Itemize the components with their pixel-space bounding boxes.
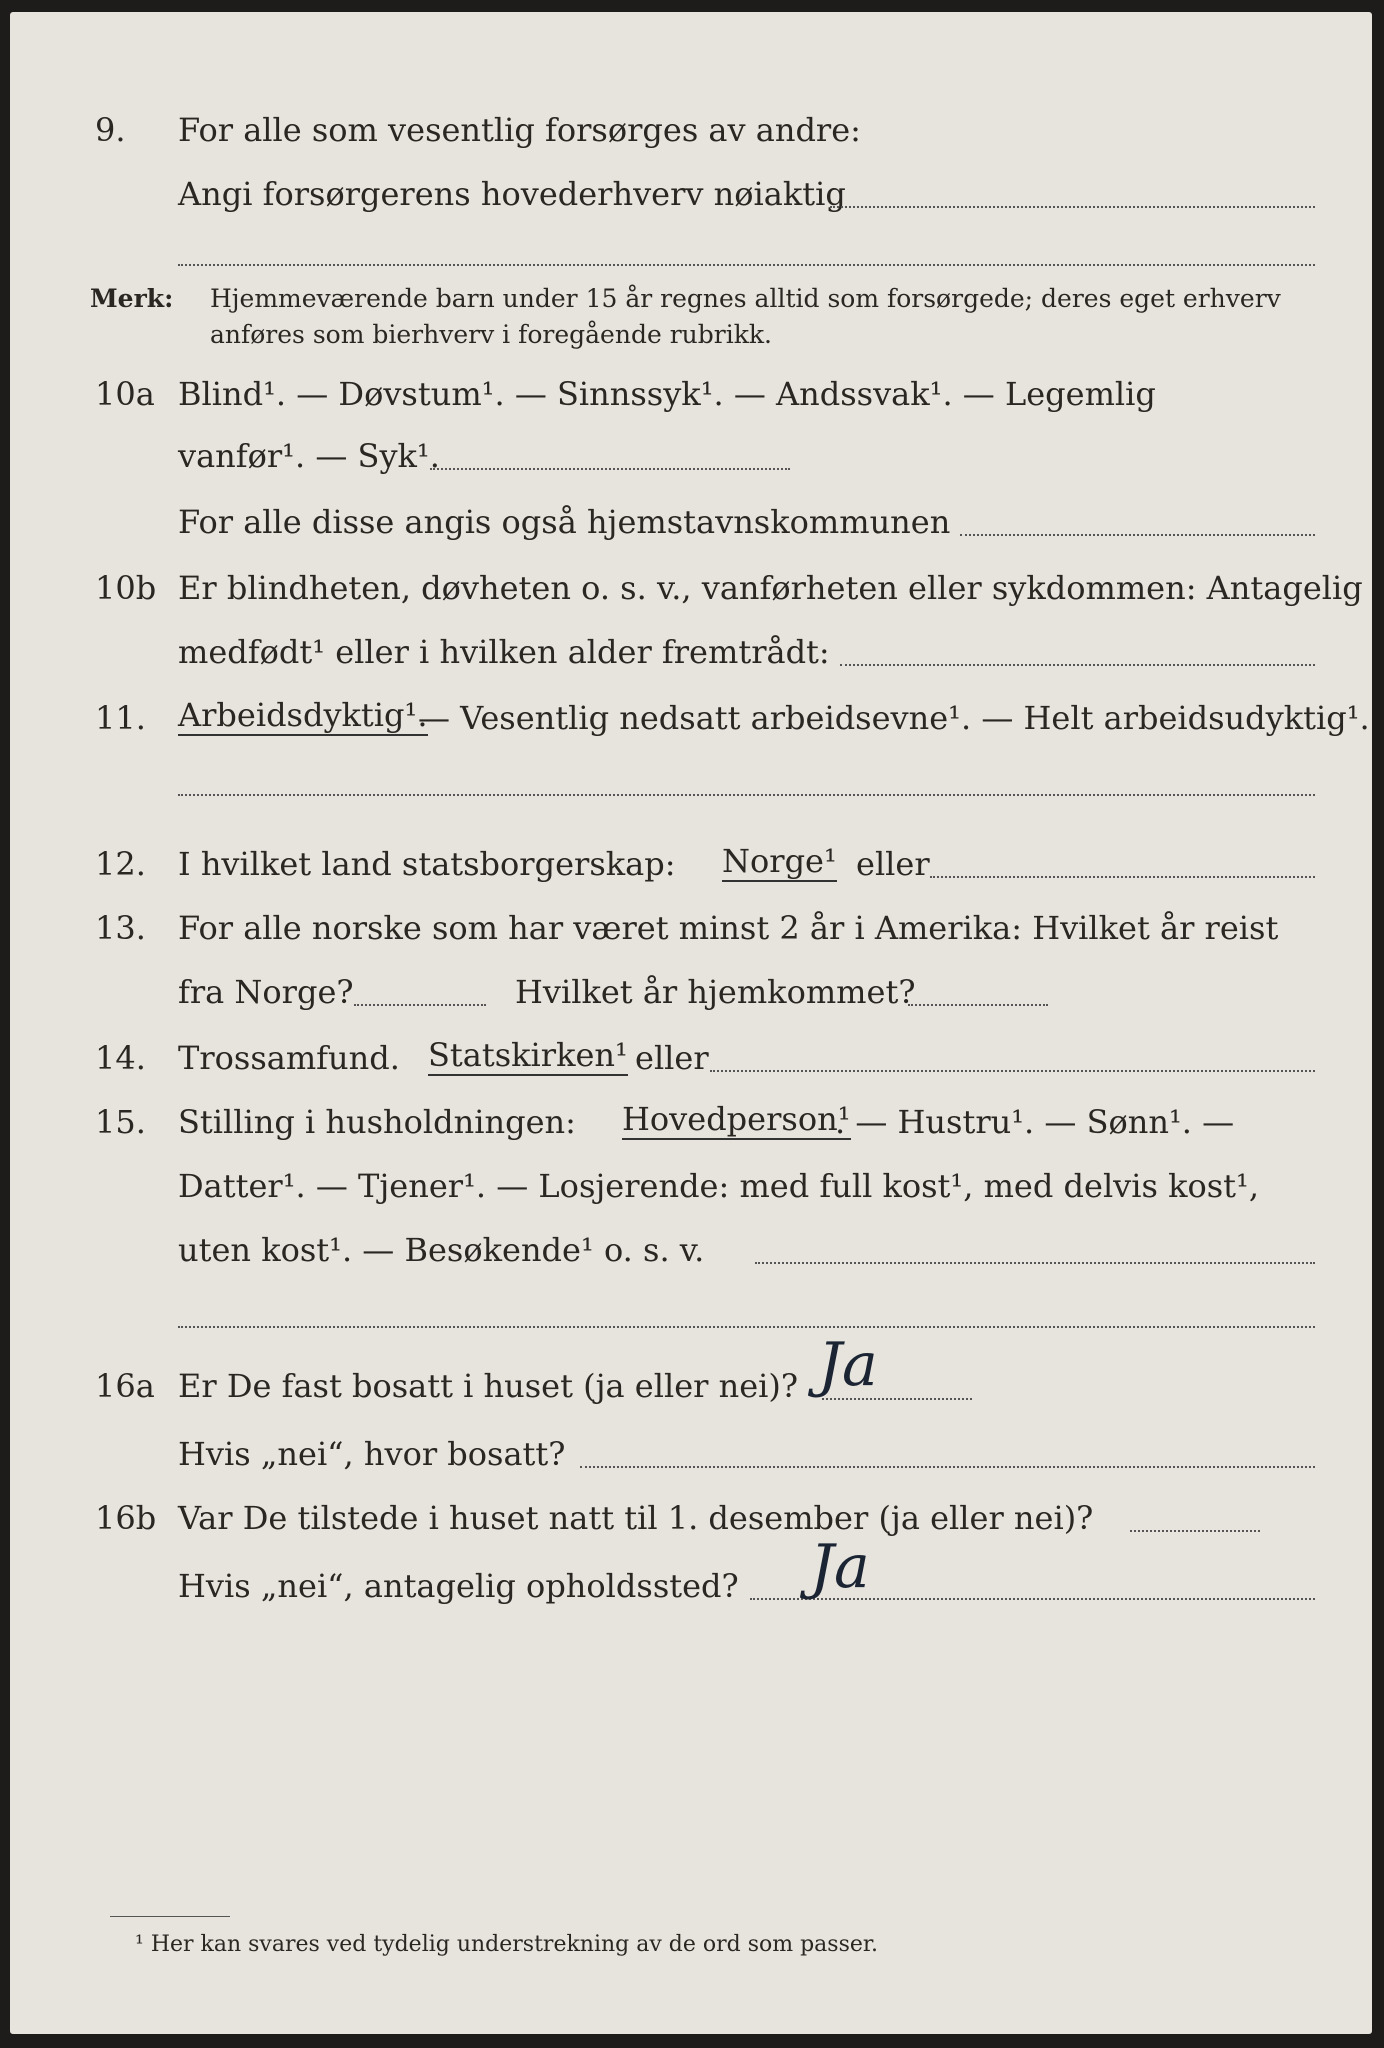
q13-row-2 bbox=[10, 970, 1372, 1014]
q12-option-norge[interactable]: Norge¹ bbox=[722, 842, 837, 880]
q10a-text-2: vanfør¹. — Syk¹. bbox=[178, 437, 440, 475]
note-label: Merk: bbox=[90, 284, 174, 313]
note-text-1: Hjemmeværende barn under 15 år regnes alltid som forsørgede; deres eget erhverv bbox=[210, 284, 1281, 313]
q16b-text: Var De tilstede i huset natt til 1. desember (ja eller nei)? bbox=[178, 1499, 1094, 1537]
q16a-text-2: Hvis „nei“, hvor bosatt? bbox=[178, 1435, 566, 1473]
census-form-page bbox=[10, 12, 1372, 2034]
q10a-answer-line[interactable] bbox=[430, 468, 790, 470]
q13-emigrated-year-line[interactable] bbox=[354, 1004, 486, 1006]
q16a-text: Er De fast bosatt i huset (ja eller nei)? bbox=[178, 1367, 799, 1405]
q16b-row bbox=[10, 1496, 1372, 1540]
q10b-number: 10b bbox=[95, 569, 157, 607]
q16a-handwritten-answer: Ja bbox=[818, 1330, 878, 1400]
q9-text: For alle som vesentlig forsørges av andre: bbox=[178, 111, 861, 149]
q15-answer-line-2[interactable] bbox=[178, 1326, 1315, 1328]
q14-option-statskirken[interactable]: Statskirken¹ bbox=[428, 1036, 628, 1074]
q16b-text-2: Hvis „nei“, antagelig opholdssted? bbox=[178, 1567, 739, 1605]
q15-row-2 bbox=[10, 1164, 1372, 1208]
q13-row bbox=[10, 906, 1372, 950]
q14-row bbox=[10, 1036, 1372, 1080]
q10a-row-2 bbox=[10, 434, 1372, 478]
q16a-row bbox=[10, 1364, 1372, 1408]
q10a-number: 10a bbox=[95, 375, 155, 413]
q13-number: 13. bbox=[95, 909, 146, 947]
q13-text-2b: Hvilket år hjemkommet? bbox=[515, 973, 916, 1011]
q9-row bbox=[10, 108, 1372, 152]
q16b-answer-line[interactable] bbox=[1130, 1530, 1260, 1532]
q10a-home-municipality-line[interactable] bbox=[960, 534, 1315, 536]
q15-row-3 bbox=[10, 1228, 1372, 1272]
q16a-row-2 bbox=[10, 1432, 1372, 1476]
q10b-text: Er blindheten, døvheten o. s. v., vanførheten eller sykdommen: Antagelig bbox=[178, 569, 1363, 607]
q10b-row-2 bbox=[10, 630, 1372, 674]
q12-answer-line[interactable] bbox=[930, 876, 1315, 878]
q15-text-3: uten kost¹. — Besøkende¹ o. s. v. bbox=[178, 1231, 705, 1269]
q10a-text-3: For alle disse angis også hjemstavnskommunen bbox=[178, 503, 951, 541]
q11-answer-line[interactable] bbox=[178, 794, 1315, 796]
q15-text-2: Datter¹. — Tjener¹. — Losjerende: med full kost¹, med delvis kost¹, bbox=[178, 1167, 1260, 1205]
q10a-row bbox=[10, 372, 1372, 416]
q16b-row-2 bbox=[10, 1564, 1372, 1608]
footnote-divider bbox=[110, 1916, 230, 1917]
q15-option-hovedperson[interactable]: Hovedperson¹ bbox=[622, 1100, 851, 1138]
q10b-row bbox=[10, 566, 1372, 610]
q14-number: 14. bbox=[95, 1039, 146, 1077]
note-block bbox=[90, 282, 1281, 316]
q14-text-post: eller bbox=[635, 1039, 709, 1077]
q13-returned-year-line[interactable] bbox=[908, 1004, 1048, 1006]
q16b-handwritten-answer: Ja bbox=[810, 1532, 870, 1602]
q11-number: 11. bbox=[95, 699, 146, 737]
q12-text-post: eller bbox=[856, 845, 930, 883]
q9-number: 9. bbox=[95, 111, 126, 149]
q15-number: 15. bbox=[95, 1103, 146, 1141]
note-text-2: anføres som bierhverv i foregående rubrikk. bbox=[210, 320, 772, 349]
q10b-answer-line[interactable] bbox=[840, 664, 1315, 666]
q16a-number: 16a bbox=[95, 1367, 155, 1405]
q15-answer-line[interactable] bbox=[755, 1262, 1315, 1264]
q10a-text: Blind¹. — Døvstum¹. — Sinnssyk¹. — Andssvak¹. — Legemlig bbox=[178, 375, 1156, 413]
footnote: ¹ Her kan svares ved tydelig understrekning av de ord som passer. bbox=[135, 1932, 878, 1957]
q15-row bbox=[10, 1100, 1372, 1144]
q12-text: I hvilket land statsborgerskap: bbox=[178, 845, 676, 883]
q13-text-2a: fra Norge? bbox=[178, 973, 354, 1011]
q12-number: 12. bbox=[95, 845, 146, 883]
q9-row-2 bbox=[10, 172, 1372, 216]
q9-answer-line[interactable] bbox=[830, 206, 1315, 208]
q14-answer-line[interactable] bbox=[710, 1070, 1315, 1072]
q11-option-arbeidsdyktig[interactable]: Arbeidsdyktig¹. bbox=[178, 696, 428, 734]
q12-row bbox=[10, 842, 1372, 886]
q11-row bbox=[10, 696, 1372, 740]
q13-text: For alle norske som har været minst 2 år i Amerika: Hvilket år reist bbox=[178, 909, 1279, 947]
q10b-text-2: medfødt¹ eller i hvilken alder fremtrådt: bbox=[178, 633, 830, 671]
q16b-number: 16b bbox=[95, 1499, 157, 1537]
q10a-row-3 bbox=[10, 500, 1372, 544]
q16a-residence-line[interactable] bbox=[580, 1466, 1315, 1468]
q9-text-2: Angi forsørgerens hovederhverv nøiaktig bbox=[178, 175, 846, 213]
q15-text-post: . — Hustru¹. — Sønn¹. — bbox=[835, 1103, 1235, 1141]
q14-text: Trossamfund. bbox=[178, 1039, 400, 1077]
q11-text-rest: — Vesentlig nedsatt arbeidsevne¹. — Helt arbeidsudyktig¹. bbox=[418, 699, 1370, 737]
q9-answer-line-2[interactable] bbox=[178, 264, 1315, 266]
q15-text: Stilling i husholdningen: bbox=[178, 1103, 576, 1141]
